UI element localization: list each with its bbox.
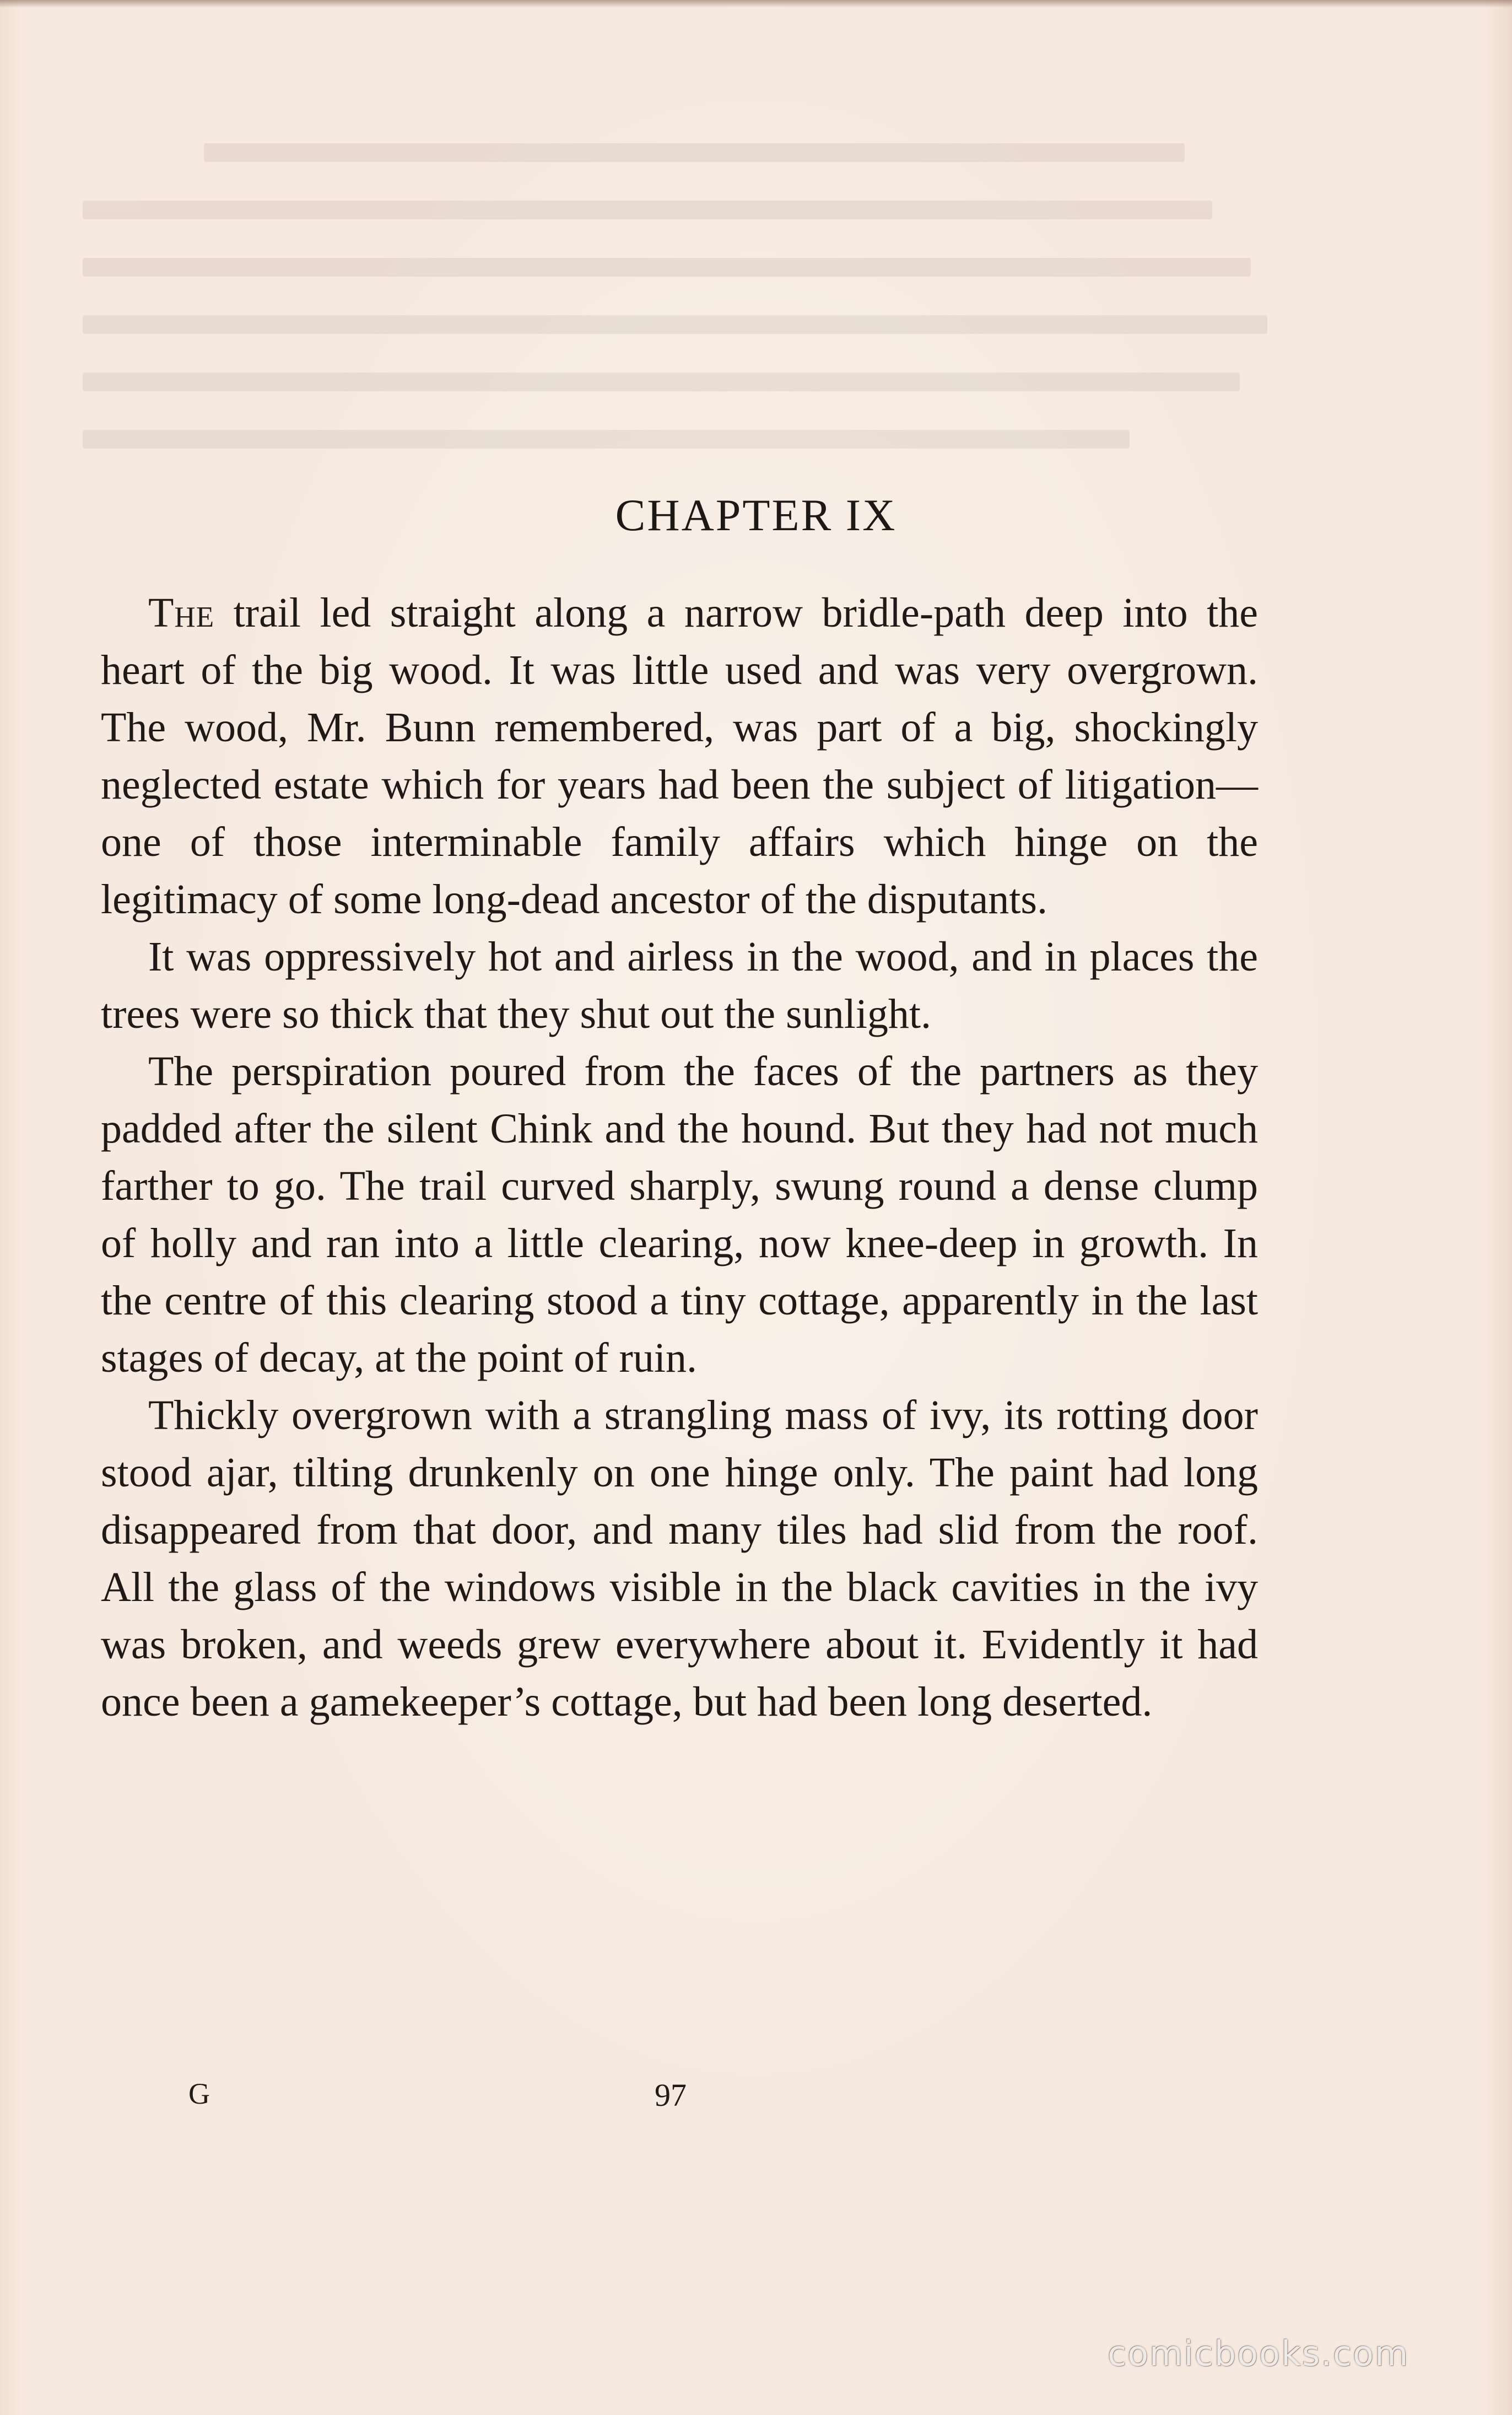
paragraph-4: Thickly overgrown with a strangling mass of ivy, its rotting door stood ajar, tilting drunkenly on one hinge only. The paint had long disappeared from that door, and many tiles had slid from the roof. All the glass of the windows visible in the black cavities in the ivy was broken, and weeds grew everywhere about it. Evidently it had once been a gamekeeper’s cottage, but had been long deserted. (101, 1392, 1258, 1725)
page-top-edge-shadow (0, 0, 1512, 8)
chapter-title: CHAPTER IX (615, 490, 897, 540)
paragraph-1-text: trail led straight along a narrow bridle-path deep into the heart of the big wood. It was little used and was very overgrown. The wood, Mr. Bunn remembered, was part of a big, shockingly neglected estate which for years had been the subject of litigation—one of those interminable family affairs which hinge on the legitimacy of some long-dead ancestor of the disputants. (101, 590, 1258, 923)
paragraph-1 (101, 584, 1258, 928)
printer-signature-mark: G (188, 2077, 210, 2110)
paragraph-2: It was oppressively hot and airless in the wood, and in places the trees were so thick that they shut out the sunlight. (101, 934, 1258, 1037)
site-watermark: comicbooks.com (1108, 2333, 1410, 2374)
paragraph-3: The perspiration poured from the faces of the partners as they padded after the silent Chink and the hound. But they had not much farther to go. The trail curved sharply, swung round a dense clump of holly and ran into a little clearing, now knee-deep in growth. In the centre of this clearing stood a tiny cottage, apparently in the last stages of decay, at the point of ruin. (101, 1048, 1258, 1381)
paragraph-1-lead-word: The (148, 590, 215, 636)
body-text (101, 584, 1258, 1731)
page-number: 97 (655, 2077, 687, 2113)
